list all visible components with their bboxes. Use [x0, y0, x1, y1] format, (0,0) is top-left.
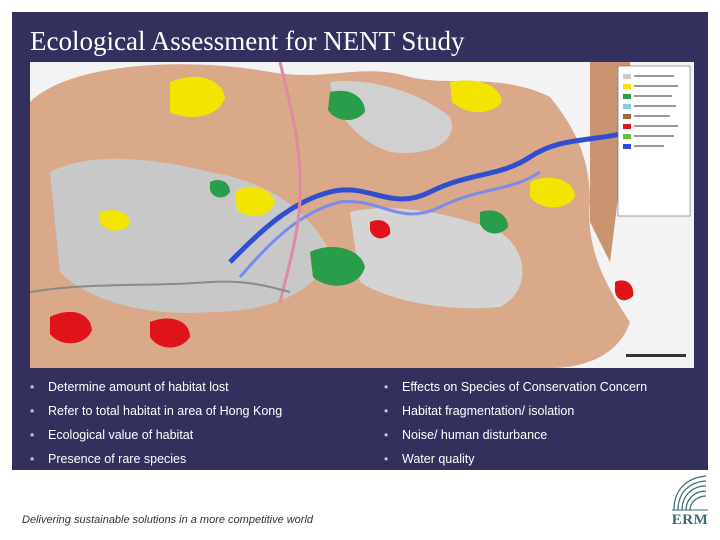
bullet-text: Habitat fragmentation/ isolation — [402, 404, 575, 418]
bullet-icon: • — [30, 380, 35, 394]
bullet-item — [384, 426, 704, 450]
bullet-icon: • — [30, 428, 35, 442]
erm-logo-text: ERM — [671, 512, 709, 528]
bullet-text: Noise/ human disturbance — [402, 428, 548, 442]
bullet-icon: • — [384, 428, 389, 442]
bullet-text: Water quality — [402, 452, 475, 466]
bullet-text: Ecological value of habitat — [48, 428, 194, 442]
bullet-icon: • — [384, 380, 389, 394]
bullet-text: Refer to total habitat in area of Hong Kong — [48, 404, 283, 418]
footer-tagline: Delivering sustainable solutions in a more competitive world — [22, 514, 314, 526]
bullet-item — [30, 402, 370, 426]
bullet-icon: • — [30, 404, 35, 418]
bullet-text: Effects on Species of Conservation Concern — [402, 380, 648, 394]
bullet-list-right — [384, 378, 704, 474]
bullet-item — [384, 378, 704, 402]
bullet-list-left — [30, 378, 370, 474]
bullet-text: Determine amount of habitat lost — [48, 380, 229, 394]
erm-logo-icon — [664, 472, 714, 512]
bullet-icon: • — [30, 452, 35, 466]
bullet-icon: • — [384, 404, 389, 418]
erm-logo — [664, 472, 714, 532]
bullet-text: Presence of rare species — [48, 452, 187, 466]
bullet-item — [384, 450, 704, 474]
map-scale-bar — [626, 354, 686, 357]
bullet-icon: • — [384, 452, 389, 466]
bullet-item — [30, 450, 370, 474]
slide-title: Ecological Assessment for NENT Study — [30, 26, 465, 56]
bullet-item — [384, 402, 704, 426]
habitat-map — [30, 62, 694, 368]
bullet-item — [30, 426, 370, 450]
bullet-item — [30, 378, 370, 402]
